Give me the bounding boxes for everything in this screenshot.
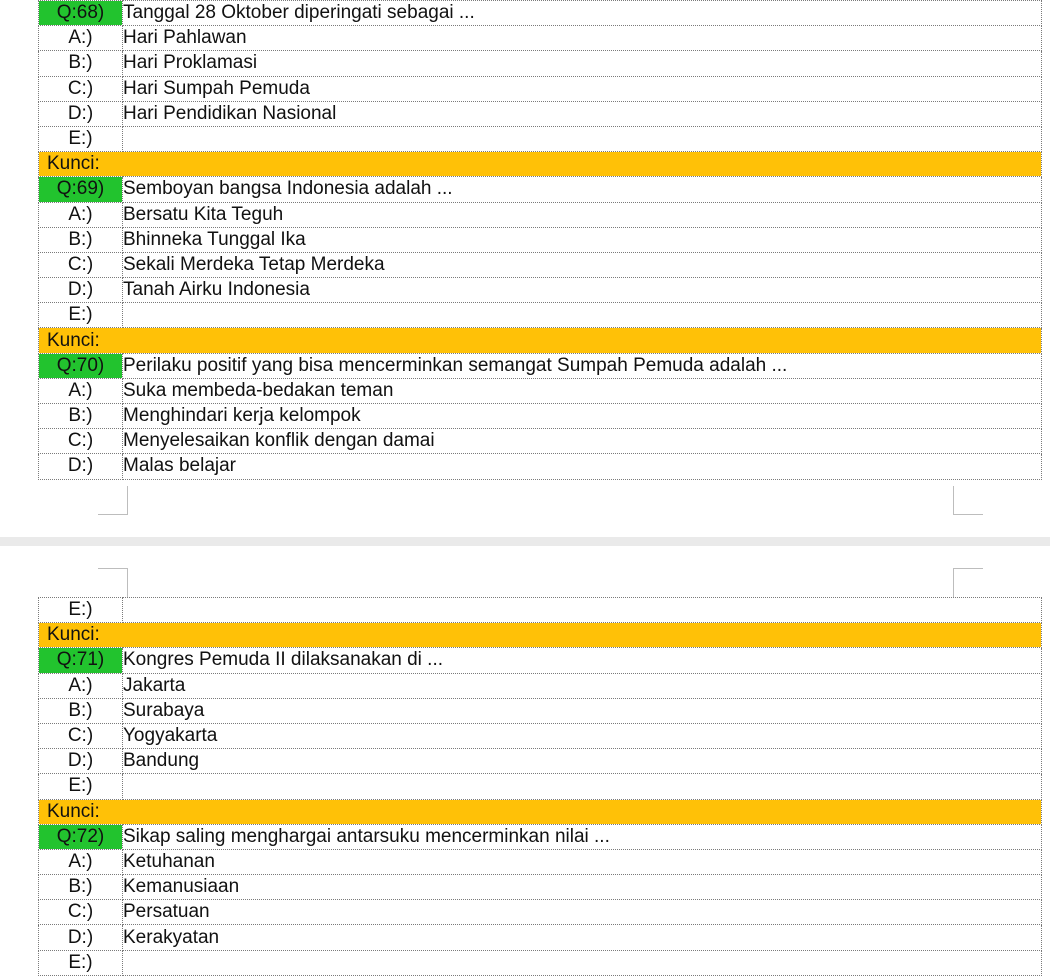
option-row [39,51,1042,76]
option-label: D:) [39,278,123,303]
question-number: Q:68) [39,1,123,26]
question-text: Kongres Pemuda II dilaksanakan di ... [123,648,1042,673]
option-row [39,126,1042,151]
question-number: Q:69) [39,177,123,202]
option-label: E:) [39,598,123,623]
page-corner-mark [98,568,128,597]
option-text: Sekali Merdeka Tetap Merdeka [123,252,1042,277]
option-text: Menghindari kerja kelompok [123,404,1042,429]
option-row [39,26,1042,51]
option-text: Jakarta [123,673,1042,698]
question-table [38,597,1042,976]
option-label: C:) [39,429,123,454]
question-row [39,177,1042,202]
question-number: Q:71) [39,648,123,673]
option-label: A:) [39,849,123,874]
question-text: Perilaku positif yang bisa mencerminkan semangat Sumpah Pemuda adalah ... [123,353,1042,378]
option-text: Ketuhanan [123,849,1042,874]
option-row [39,378,1042,403]
option-row [39,749,1042,774]
option-row [39,950,1042,975]
option-row [39,101,1042,126]
option-text: Menyelesaikan konflik dengan damai [123,429,1042,454]
option-row [39,404,1042,429]
option-label: C:) [39,900,123,925]
page-separator [0,537,1050,546]
page-corner-mark [953,568,983,597]
question-text: Semboyan bangsa Indonesia adalah ... [123,177,1042,202]
option-row [39,673,1042,698]
option-row [39,454,1042,479]
option-label: A:) [39,202,123,227]
question-text: Sikap saling menghargai antarsuku mencerminkan nilai ... [123,824,1042,849]
option-row [39,723,1042,748]
option-label: E:) [39,774,123,799]
option-text: Malas belajar [123,454,1042,479]
option-label: D:) [39,454,123,479]
page-corner-mark [953,486,983,515]
option-text [123,598,1042,623]
option-row [39,429,1042,454]
question-number: Q:70) [39,353,123,378]
option-row [39,278,1042,303]
option-text: Hari Proklamasi [123,51,1042,76]
option-label: C:) [39,252,123,277]
option-text: Suka membeda-bedakan teman [123,378,1042,403]
answer-key-label: Kunci: [39,799,1042,824]
option-label: D:) [39,101,123,126]
option-label: C:) [39,723,123,748]
answer-key-row [39,328,1042,353]
answer-key-row [39,623,1042,648]
option-label: E:) [39,303,123,328]
option-text: Tanah Airku Indonesia [123,278,1042,303]
option-text: Hari Pahlawan [123,26,1042,51]
option-label: D:) [39,925,123,950]
option-row [39,598,1042,623]
option-label: E:) [39,950,123,975]
question-row [39,1,1042,26]
option-row [39,698,1042,723]
option-label: B:) [39,698,123,723]
option-text: Bhinneka Tunggal Ika [123,227,1042,252]
option-text: Kerakyatan [123,925,1042,950]
option-label: B:) [39,51,123,76]
page-corner-mark [98,486,128,515]
option-row [39,900,1042,925]
option-row [39,774,1042,799]
answer-key-label: Kunci: [39,623,1042,648]
option-text: Bersatu Kita Teguh [123,202,1042,227]
question-table [38,0,1042,480]
option-row [39,303,1042,328]
option-row [39,849,1042,874]
question-table-body [39,1,1042,480]
answer-key-label: Kunci: [39,328,1042,353]
option-label: B:) [39,404,123,429]
option-label: A:) [39,26,123,51]
option-text [123,126,1042,151]
option-text: Bandung [123,749,1042,774]
option-text: Surabaya [123,698,1042,723]
question-table-body [39,598,1042,976]
answer-key-label: Kunci: [39,152,1042,177]
option-label: A:) [39,673,123,698]
option-label: E:) [39,126,123,151]
option-row [39,875,1042,900]
document-page-2 [0,546,1050,979]
option-row [39,202,1042,227]
option-label: B:) [39,875,123,900]
option-label: A:) [39,378,123,403]
option-row [39,76,1042,101]
option-text [123,774,1042,799]
question-row [39,824,1042,849]
option-text: Yogyakarta [123,723,1042,748]
question-number: Q:72) [39,824,123,849]
option-text: Persatuan [123,900,1042,925]
option-label: C:) [39,76,123,101]
question-row [39,353,1042,378]
option-row [39,227,1042,252]
option-text [123,950,1042,975]
option-label: B:) [39,227,123,252]
answer-key-row [39,152,1042,177]
option-text: Kemanusiaan [123,875,1042,900]
answer-key-row [39,799,1042,824]
question-text: Tanggal 28 Oktober diperingati sebagai ... [123,1,1042,26]
option-label: D:) [39,749,123,774]
option-text: Hari Sumpah Pemuda [123,76,1042,101]
option-text: Hari Pendidikan Nasional [123,101,1042,126]
question-row [39,648,1042,673]
option-row [39,252,1042,277]
option-row [39,925,1042,950]
option-text [123,303,1042,328]
